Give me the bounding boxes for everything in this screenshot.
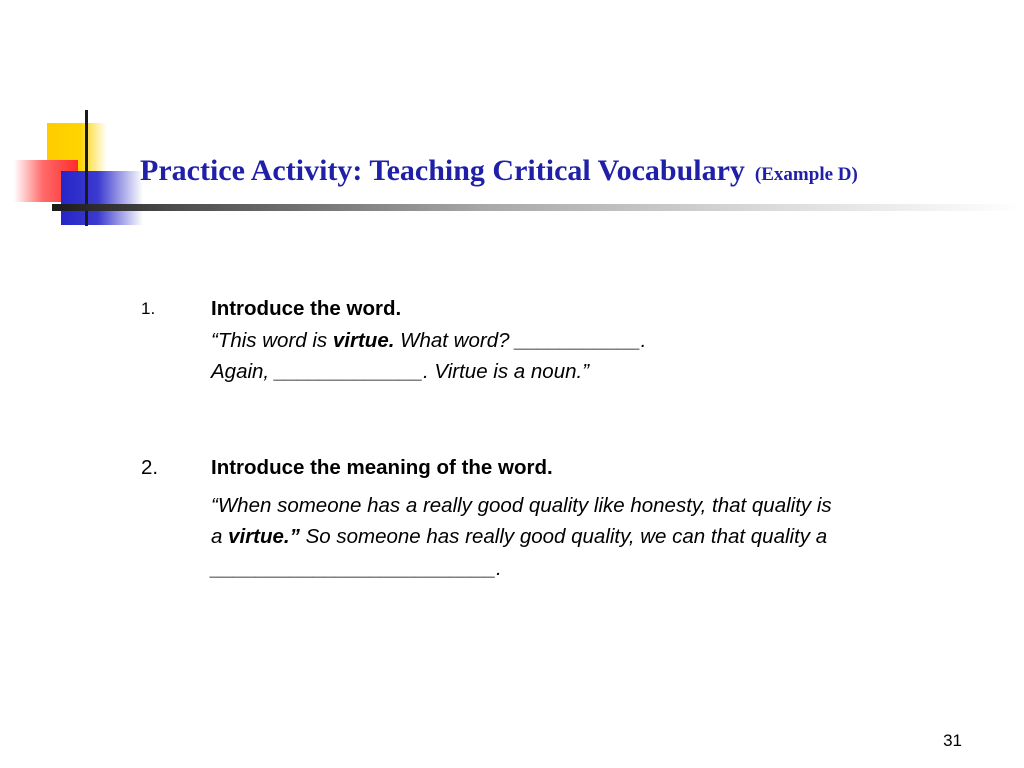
example-text: a — [211, 525, 229, 548]
example-line — [211, 325, 996, 357]
blue-square-decoration — [61, 171, 143, 225]
list-item-number: 2. — [141, 456, 159, 479]
list-item-heading: Introduce the meaning of the word. — [211, 456, 553, 479]
page-number: 31 — [943, 731, 962, 750]
slide-title-text: Practice Activity: Teaching Critical Vocabulary — [140, 154, 745, 187]
list-item-body — [211, 452, 996, 584]
vocabulary-word: virtue. — [332, 328, 395, 352]
title-underline-rule — [52, 204, 1022, 211]
list-item-body — [211, 293, 996, 388]
example-line — [211, 521, 996, 553]
example-line: “When someone has a really good quality like honesty, that quality is — [211, 493, 832, 517]
example-line: Again, _____________. Virtue is a noun.” — [211, 360, 590, 383]
vocabulary-word: virtue.” — [228, 525, 300, 548]
example-text: “This word is — [211, 328, 333, 352]
slide-title-suffix: (Example D) — [754, 164, 858, 185]
example-text: So someone has really good quality, we can that quality a — [299, 525, 828, 548]
list-item-number: 1. — [141, 299, 156, 318]
slide-title — [140, 154, 858, 188]
example-text: What word? ___________. — [394, 328, 647, 352]
example-line: _________________________. — [211, 556, 502, 580]
list-item-heading: Introduce the word. — [211, 297, 402, 320]
